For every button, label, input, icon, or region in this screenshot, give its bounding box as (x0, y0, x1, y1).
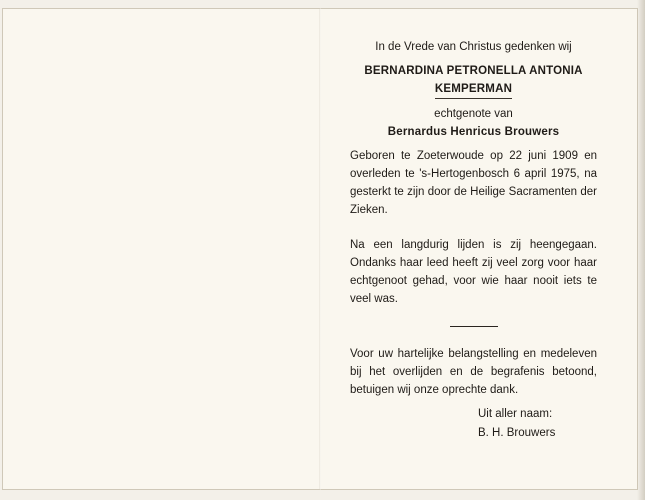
deceased-surname: KEMPERMAN (435, 80, 512, 99)
birth-death-paragraph: Geboren te Zoeterwoude op 22 juni 1909 en overleden te 's-Hertogenbosch 6 april 1975, na gesterkt te zijn door de Heilige Sacramenten der Zieken. (350, 150, 597, 216)
section-divider (450, 326, 498, 327)
closing-block (478, 405, 597, 443)
deceased-name-line1: BERNARDINA PETRONELLA ANTONIA (364, 65, 583, 77)
page-edge-shadow (637, 0, 645, 500)
intro-line: In de Vrede van Christus gedenken wij (375, 41, 572, 53)
card-text-panel (350, 38, 597, 443)
spouse-intro: echtgenote van (434, 108, 513, 120)
spouse-name: Bernardus Henricus Brouwers (387, 126, 560, 138)
remembrance-paragraph: Na een langdurig lijden is zij heengegaan. Ondanks haar leed heeft zij veel zorg voor haar echtgenoot gehad, voor wie haar nooit iets te veel was. (350, 239, 597, 305)
card-fold-line (319, 8, 321, 490)
thanks-paragraph: Voor uw hartelijke belangstelling en medeleven bij het overlijden en de begrafenis betoond, betuigen wij onze oprechte dank. (350, 348, 597, 396)
deceased-name-line2-wrapper (350, 80, 597, 99)
closing-label: Uit aller naam: (478, 408, 553, 420)
signature: B. H. Brouwers (478, 427, 556, 439)
